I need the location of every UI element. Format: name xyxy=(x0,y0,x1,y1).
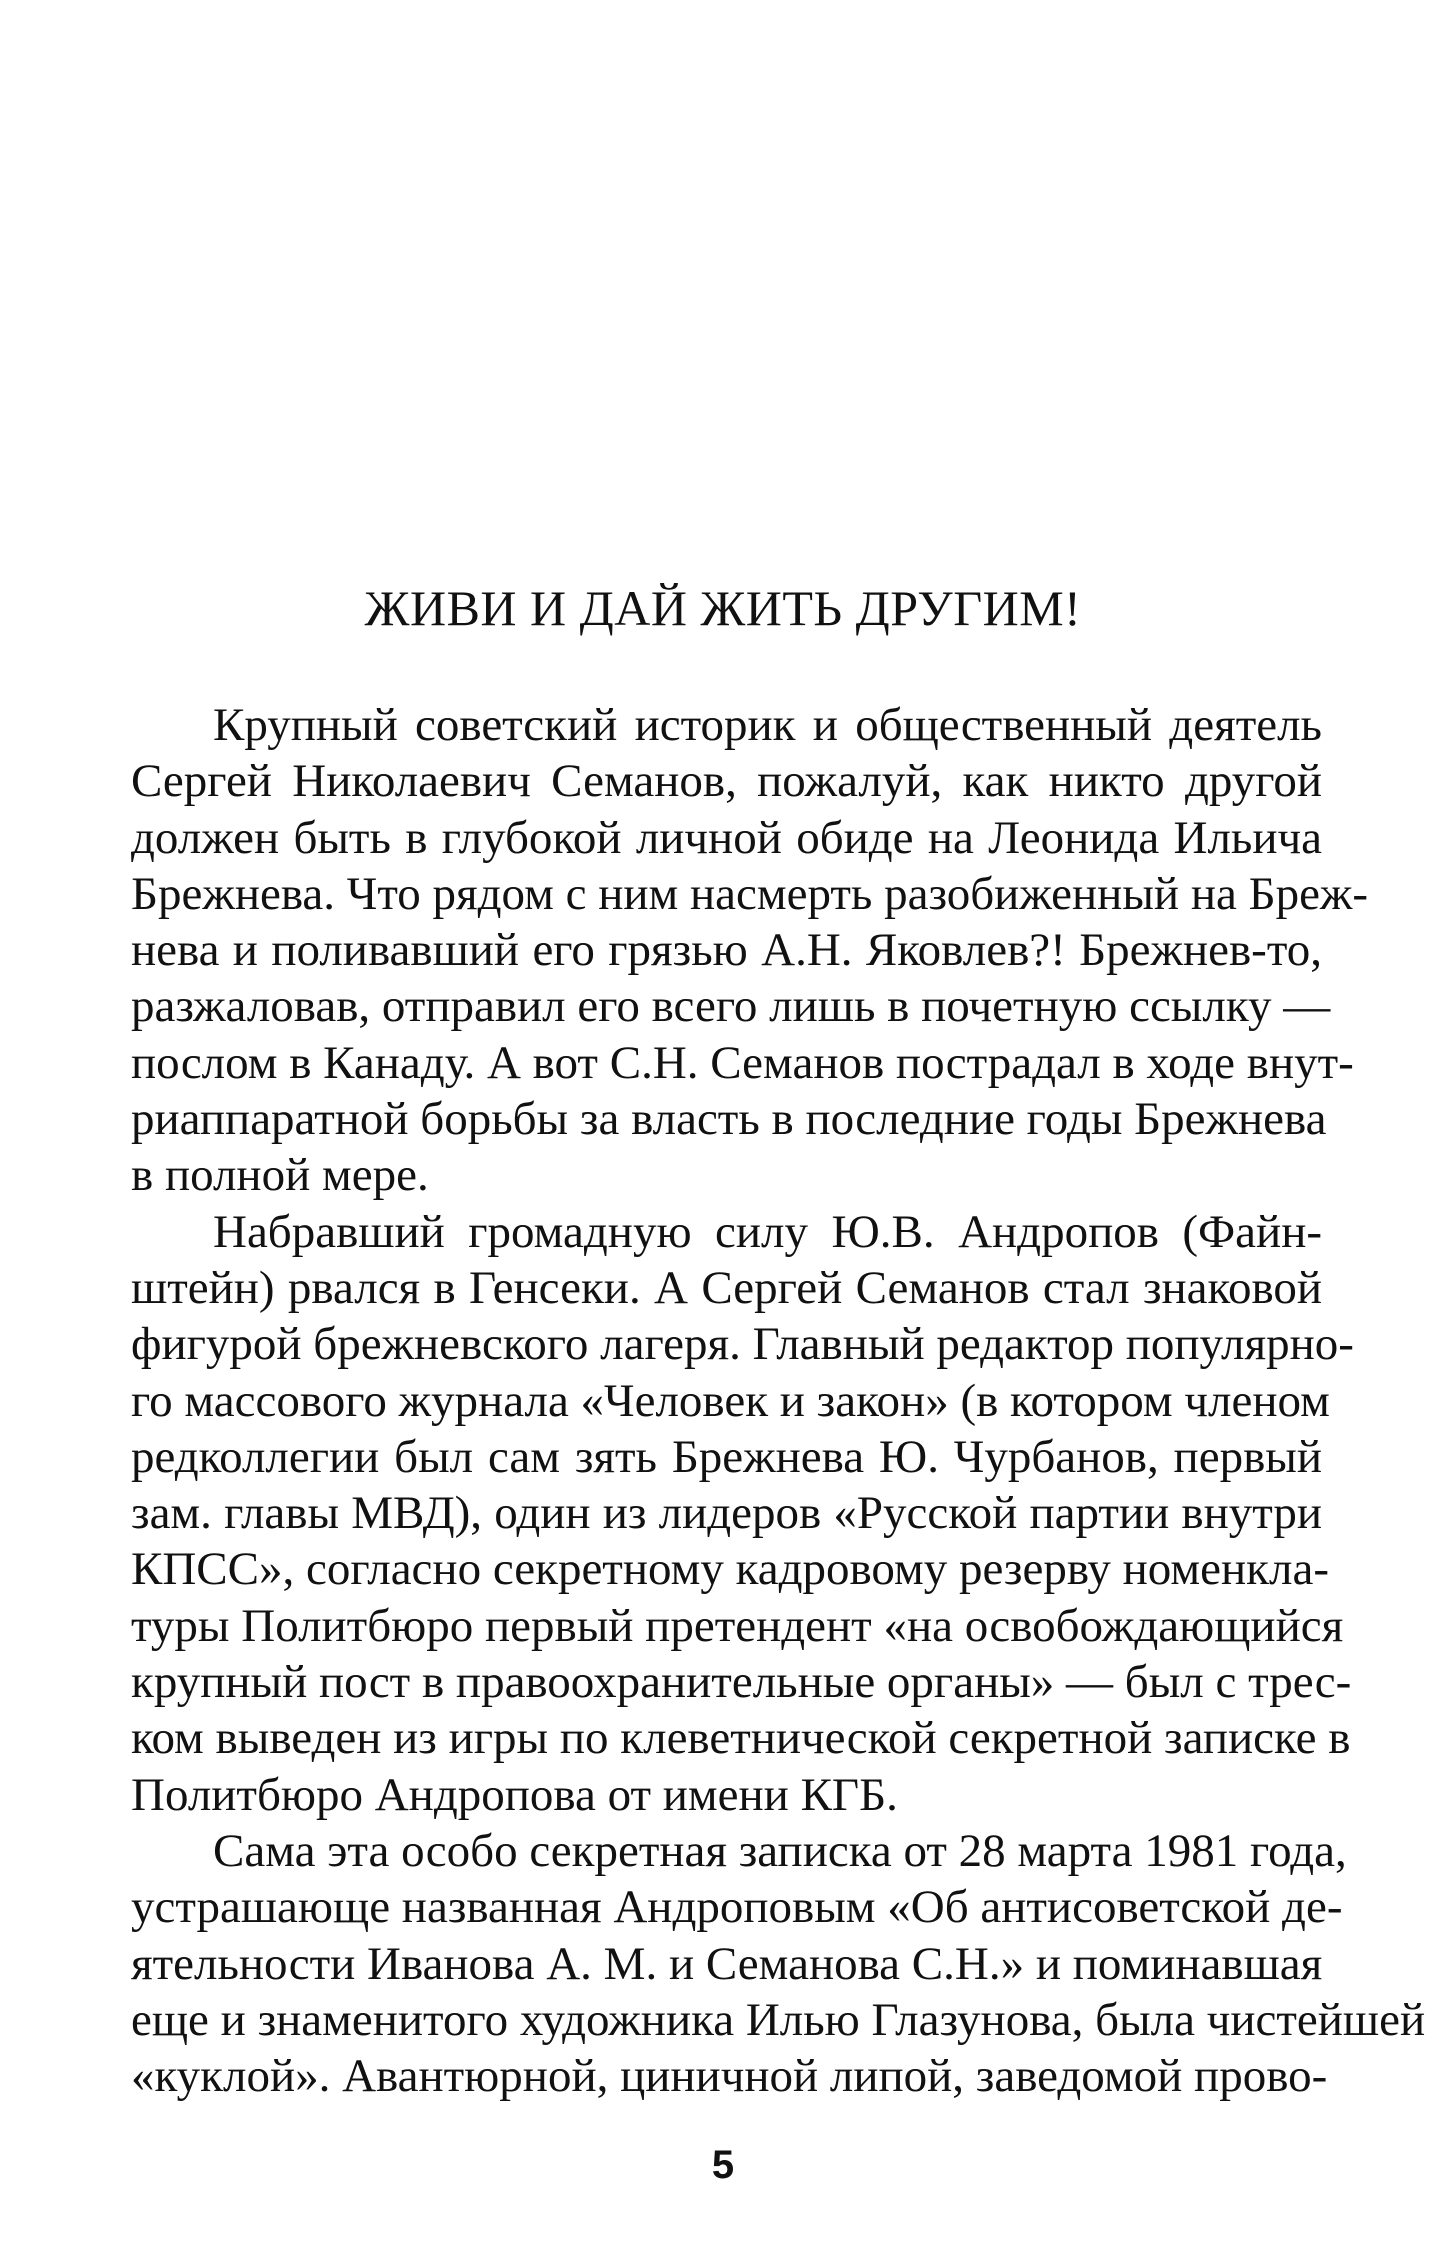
text-line: должен быть в глубокой личной обиде на Леонида Ильича xyxy=(131,811,1322,864)
text-line: зам. главы МВД), один из лидеров «Русской партии внутри xyxy=(131,1487,1322,1540)
text-line: «куклой». Авантюрной, циничной липой, заведомой прово- xyxy=(131,2050,1328,2103)
text-line: устрашающе названная Андроповым «Об антисоветской де- xyxy=(131,1881,1343,1934)
text-line: в полной мере. xyxy=(131,1149,429,1202)
text-line: Набравший громадную силу Ю.В. Андропов (Файн- xyxy=(213,1205,1322,1258)
text-line: штейн) рвался в Генсеки. А Сергей Семанов стал знаковой xyxy=(131,1261,1322,1314)
text-line: го массового журнала «Человек и закон» (в котором членом xyxy=(131,1374,1330,1427)
text-line: туры Политбюро первый претендент «на освобождающийся xyxy=(131,1599,1344,1652)
text-line: крупный пост в правоохранительные органы» — был с трес- xyxy=(131,1656,1352,1709)
text-line: Крупный советский историк и общественный деятель xyxy=(213,699,1322,751)
body-text xyxy=(131,697,1426,2104)
text-line: ятельности Иванова А. М. и Семанова С.Н.» и поминавшая xyxy=(131,1937,1323,1990)
text-line: фигурой брежневского лагеря. Главный редактор популярно- xyxy=(131,1318,1354,1371)
text-line: послом в Канаду. А вот С.Н. Семанов пострадал в ходе внут- xyxy=(131,1036,1354,1089)
text-line: разжаловав, отправил его всего лишь в почетную ссылку — xyxy=(131,980,1331,1033)
text-line: Брежнева. Что рядом с ним насмерть разобиженный на Бреж- xyxy=(131,867,1369,920)
text-line: риаппаратной борьбы за власть в последние годы Брежнева xyxy=(131,1093,1327,1146)
text-line: КПСС», согласно секретному кадровому резерву номенкла- xyxy=(131,1543,1329,1596)
text-line: Сама эта особо секретная записка от 28 марта 1981 года, xyxy=(213,1824,1347,1877)
text-line: Сергей Николаевич Семанов, пожалуй, как никто другой xyxy=(131,755,1322,808)
text-line: ком выведен из игры по клеветнической секретной записке в xyxy=(131,1712,1351,1765)
chapter-title: ЖИВИ И ДАЙ ЖИТЬ ДРУГИМ! xyxy=(364,580,1082,636)
text-line: еще и знаменитого художника Илью Глазунова, была чистейшей xyxy=(131,1993,1426,2046)
text-line: Политбюро Андропова от имени КГБ. xyxy=(131,1768,898,1821)
text-line: редколлегии был сам зять Брежнева Ю. Чурбанов, первый xyxy=(131,1430,1322,1483)
text-line: нева и поливавший его грязью А.Н. Яковлев?! Брежнев-то, xyxy=(131,924,1322,977)
page-number: 5 xyxy=(711,2143,735,2187)
